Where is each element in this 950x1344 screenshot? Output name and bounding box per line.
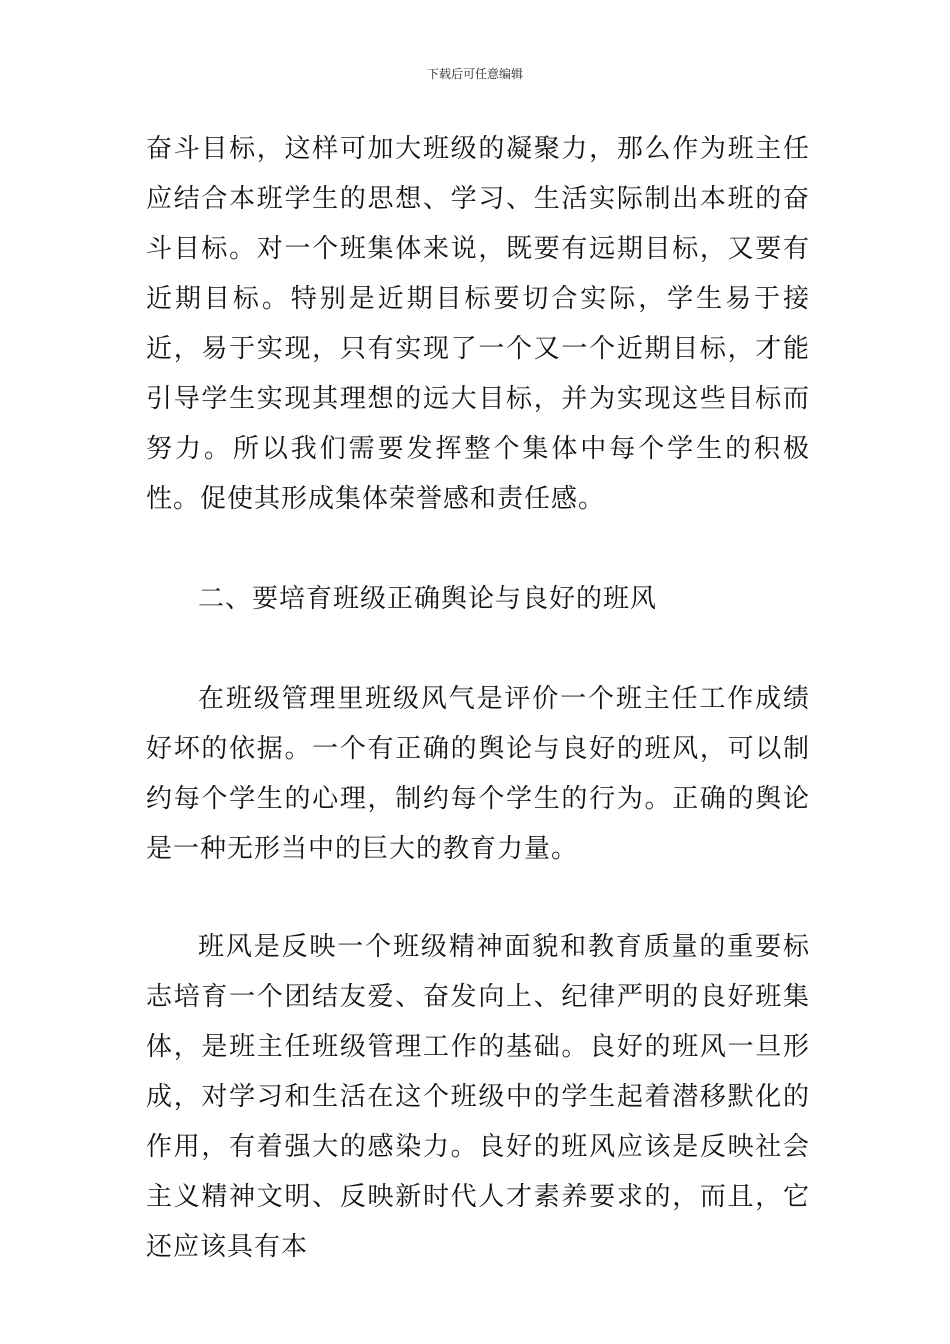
paragraph-class-atmosphere: 在班级管理里班级风气是评价一个班主任工作成绩好坏的依据。一个有正确的舆论与良好的班风，可以制约每个学生的心理，制约每个学生的行为。正确的舆论是一种无形当中的巨大的教育力量。	[146, 684, 810, 864]
section-heading-2: 二、要培育班级正确舆论与良好的班风	[198, 584, 658, 614]
paragraph-goals: 奋斗目标，这样可加大班级的凝聚力，那么作为班主任应结合本班学生的思想、学习、生活实际制出本班的奋斗目标。对一个班集体来说，既要有远期目标，又要有近期目标。特别是近期目标要切合实际，学生易于接近，易于实现，只有实现了一个又一个近期目标，才能引导学生实现其理想的远大目标，并为实现这些目标而努力。所以我们需要发挥整个集体中每个学生的积极性。促使其形成集体荣誉感和责任感。	[146, 134, 810, 514]
paragraph-class-spirit: 班风是反映一个班级精神面貌和教育质量的重要标志培育一个团结友爱、奋发向上、纪律严明的良好班集体，是班主任班级管理工作的基础。良好的班风一旦形成，对学习和生活在这个班级中的学生起着潜移默化的作用，有着强大的感染力。良好的班风应该是反映社会主义精神文明、反映新时代人才素养要求的，而且，它还应该具有本	[146, 932, 810, 1262]
page-header: 下载后可任意编辑	[426, 67, 523, 81]
